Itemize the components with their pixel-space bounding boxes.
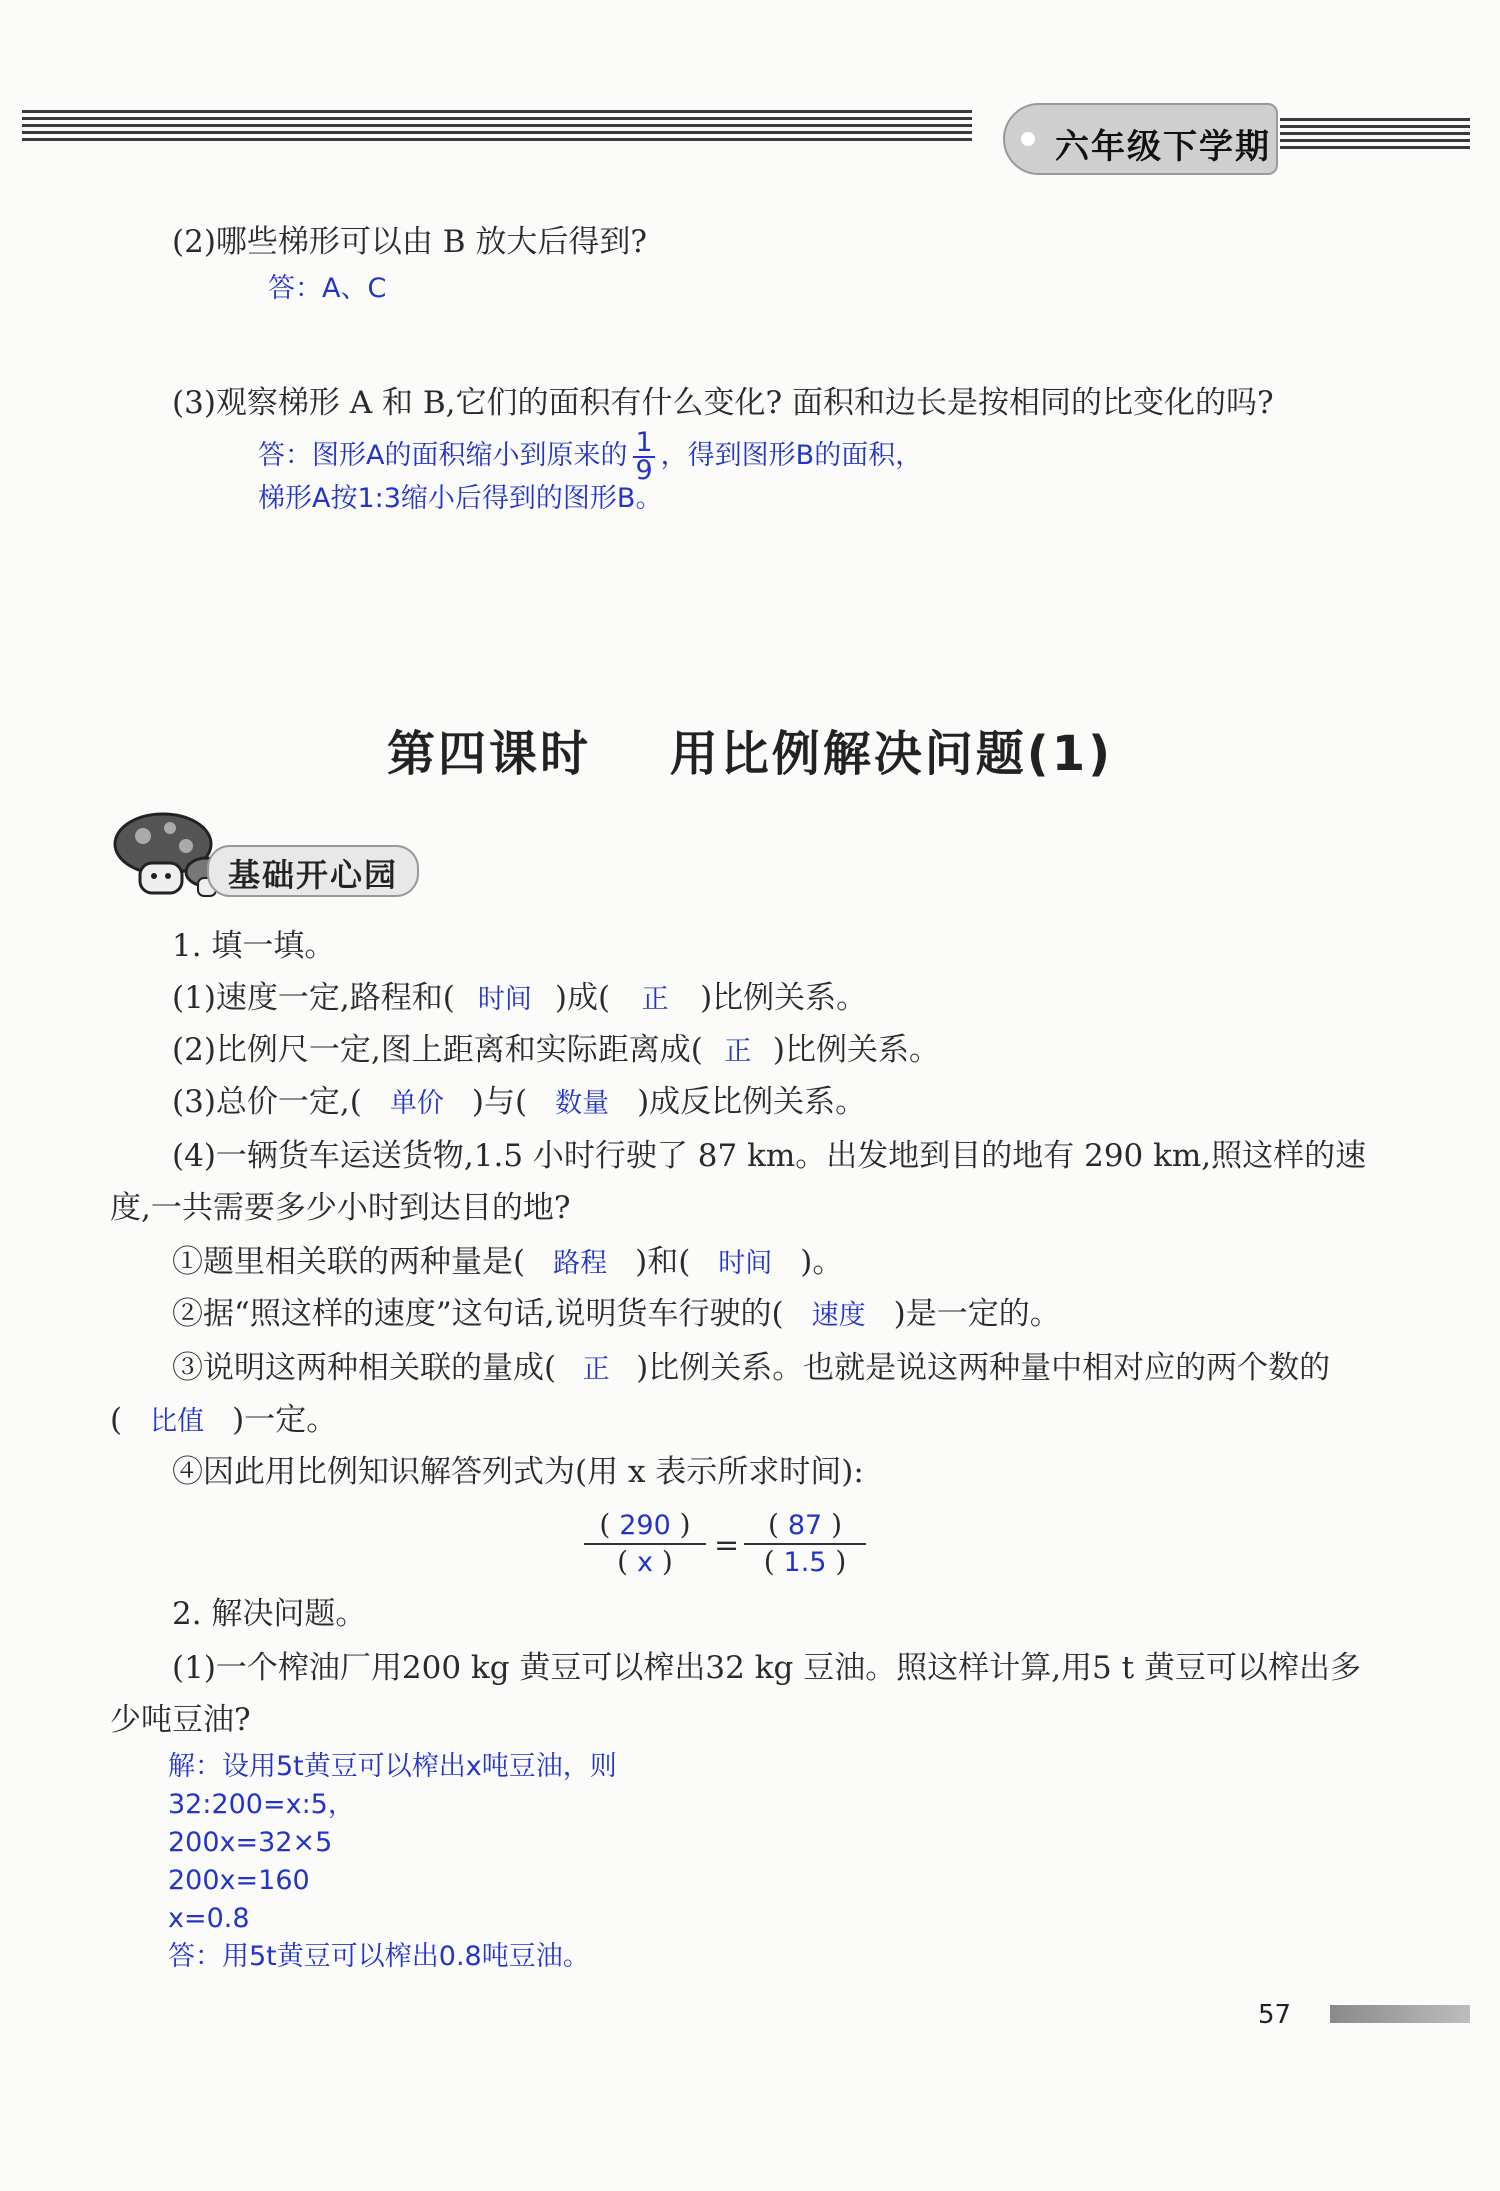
ex2-p1-line1: (1)一个榨油厂用200 kg 黄豆可以榨出32 kg 豆油。照这样计算,用5 t 黄豆可以榨出多: [172, 1650, 1361, 1686]
text: )比例关系。: [772, 1032, 940, 1068]
ex1-s3-line2: [110, 1400, 337, 1442]
solution-line: 32:200=x:5，: [168, 1789, 355, 1820]
ratio-numerator-2: 87: [787, 1510, 823, 1541]
fraction-numerator: 1: [635, 426, 653, 458]
q3-answer-suffix: ，得到图形B的面积，: [660, 440, 923, 471]
answer-blank: 正: [582, 1354, 610, 1385]
solution-line: 解：设用5t黄豆可以榨出x吨豆油，则: [168, 1751, 617, 1782]
text: )成反比例关系。: [637, 1084, 867, 1120]
ratio-denominator-2: 1.5: [783, 1547, 827, 1578]
text: (3)总价一定,(: [172, 1084, 362, 1120]
section-badge: [108, 808, 428, 898]
ex2-p1-line2: 少吨豆油?: [110, 1702, 251, 1738]
q2-answer: 答：A、C: [268, 273, 387, 304]
page-number: 57: [1258, 2000, 1292, 2030]
q3-answer-prefix: 答：图形A的面积缩小到原来的: [258, 440, 628, 471]
text: )比例关系。也就是说这两种量中相对应的两个数的: [636, 1350, 1331, 1386]
solution-line: 200x=32×5: [168, 1827, 333, 1858]
ratio-numerator-1: 290: [619, 1510, 671, 1541]
solution-line: 答：用5t黄豆可以榨出0.8吨豆油。: [168, 1941, 590, 1972]
text: )一定。: [232, 1402, 338, 1438]
grade-tab: [1003, 103, 1278, 175]
grade-label: 六年级下学期: [1055, 127, 1271, 167]
ratio-right: ( 87 ) ( 1.5 ): [740, 1508, 870, 1580]
ex2-heading: 2. 解决问题。: [172, 1596, 367, 1632]
answer-blank: 时间: [718, 1248, 773, 1279]
text: ③说明这两种相关联的量成(: [172, 1350, 557, 1386]
ex1-s4: ④因此用比例知识解答列式为(用 x 表示所求时间):: [172, 1454, 864, 1490]
text: (1)速度一定,路程和(: [172, 980, 455, 1016]
text: )和(: [635, 1244, 691, 1280]
ex1-p2: [172, 1030, 940, 1072]
text: )是一定的。: [893, 1296, 1061, 1332]
ex1-heading: 1. 填一填。: [172, 928, 336, 964]
answer-blank: 正: [724, 1036, 752, 1067]
text: )成(: [554, 980, 611, 1016]
fraction-denominator: 9: [635, 454, 653, 486]
answer-blank: 时间: [477, 984, 532, 1015]
text: )与(: [471, 1084, 528, 1120]
text: (: [110, 1402, 123, 1438]
ex1-s2: [172, 1294, 1061, 1336]
answer-blank: 比值: [150, 1406, 205, 1437]
answer-blank: 正: [641, 984, 669, 1015]
header-rule-right: [1280, 118, 1470, 158]
ex1-p4-line2: 度,一共需要多少小时到达目的地?: [110, 1190, 571, 1226]
tab-dot: [1021, 132, 1035, 146]
ratio-denominator-1: x: [637, 1547, 653, 1578]
solution-line: 200x=160: [168, 1865, 310, 1896]
ex1-p4-line1: (4)一辆货车运送货物,1.5 小时行驶了 87 km。出发地到目的地有 290 km,照这样的速: [172, 1138, 1367, 1174]
q3-answer-line1: [258, 428, 922, 484]
ratio-equation: [580, 1508, 880, 1598]
q2-question: (2)哪些梯形可以由 B 放大后得到?: [172, 224, 648, 260]
ratio-left: ( 290 ) ( x ): [580, 1508, 710, 1580]
ex1-p1: [172, 978, 867, 1020]
answer-blank: 数量: [555, 1088, 610, 1119]
answer-blank: 速度: [811, 1300, 866, 1331]
text: (2)比例尺一定,图上距离和实际距离成(: [172, 1032, 703, 1068]
ex1-p3: [172, 1082, 866, 1124]
header-rule-left: [22, 110, 972, 160]
lesson-title: 第四课时 用比例解决问题(1): [386, 726, 1114, 782]
text: )。: [800, 1244, 844, 1280]
text: ②据“照这样的速度”这句话,说明货车行驶的(: [172, 1296, 784, 1332]
answer-blank: 单价: [389, 1088, 444, 1119]
section-badge-label: 基础开心园: [228, 856, 399, 894]
page-number-bar: [1330, 2005, 1470, 2023]
text: )比例关系。: [700, 980, 868, 1016]
equals-sign: =: [714, 1528, 740, 1563]
ex1-s3-line1: [172, 1348, 1330, 1390]
text: ①题里相关联的两种量是(: [172, 1244, 526, 1280]
fraction-one-ninth: [633, 426, 654, 486]
solution-line: x=0.8: [168, 1903, 250, 1934]
q3-answer-line2: 梯形A按1:3缩小后得到的图形B。: [258, 483, 663, 514]
q3-question: (3)观察梯形 A 和 B,它们的面积有什么变化? 面积和边长是按相同的比变化的吗?: [172, 385, 1274, 421]
answer-blank: 路程: [553, 1248, 608, 1279]
ex1-s1: [172, 1242, 843, 1284]
ex2-solution: [168, 1748, 617, 1976]
